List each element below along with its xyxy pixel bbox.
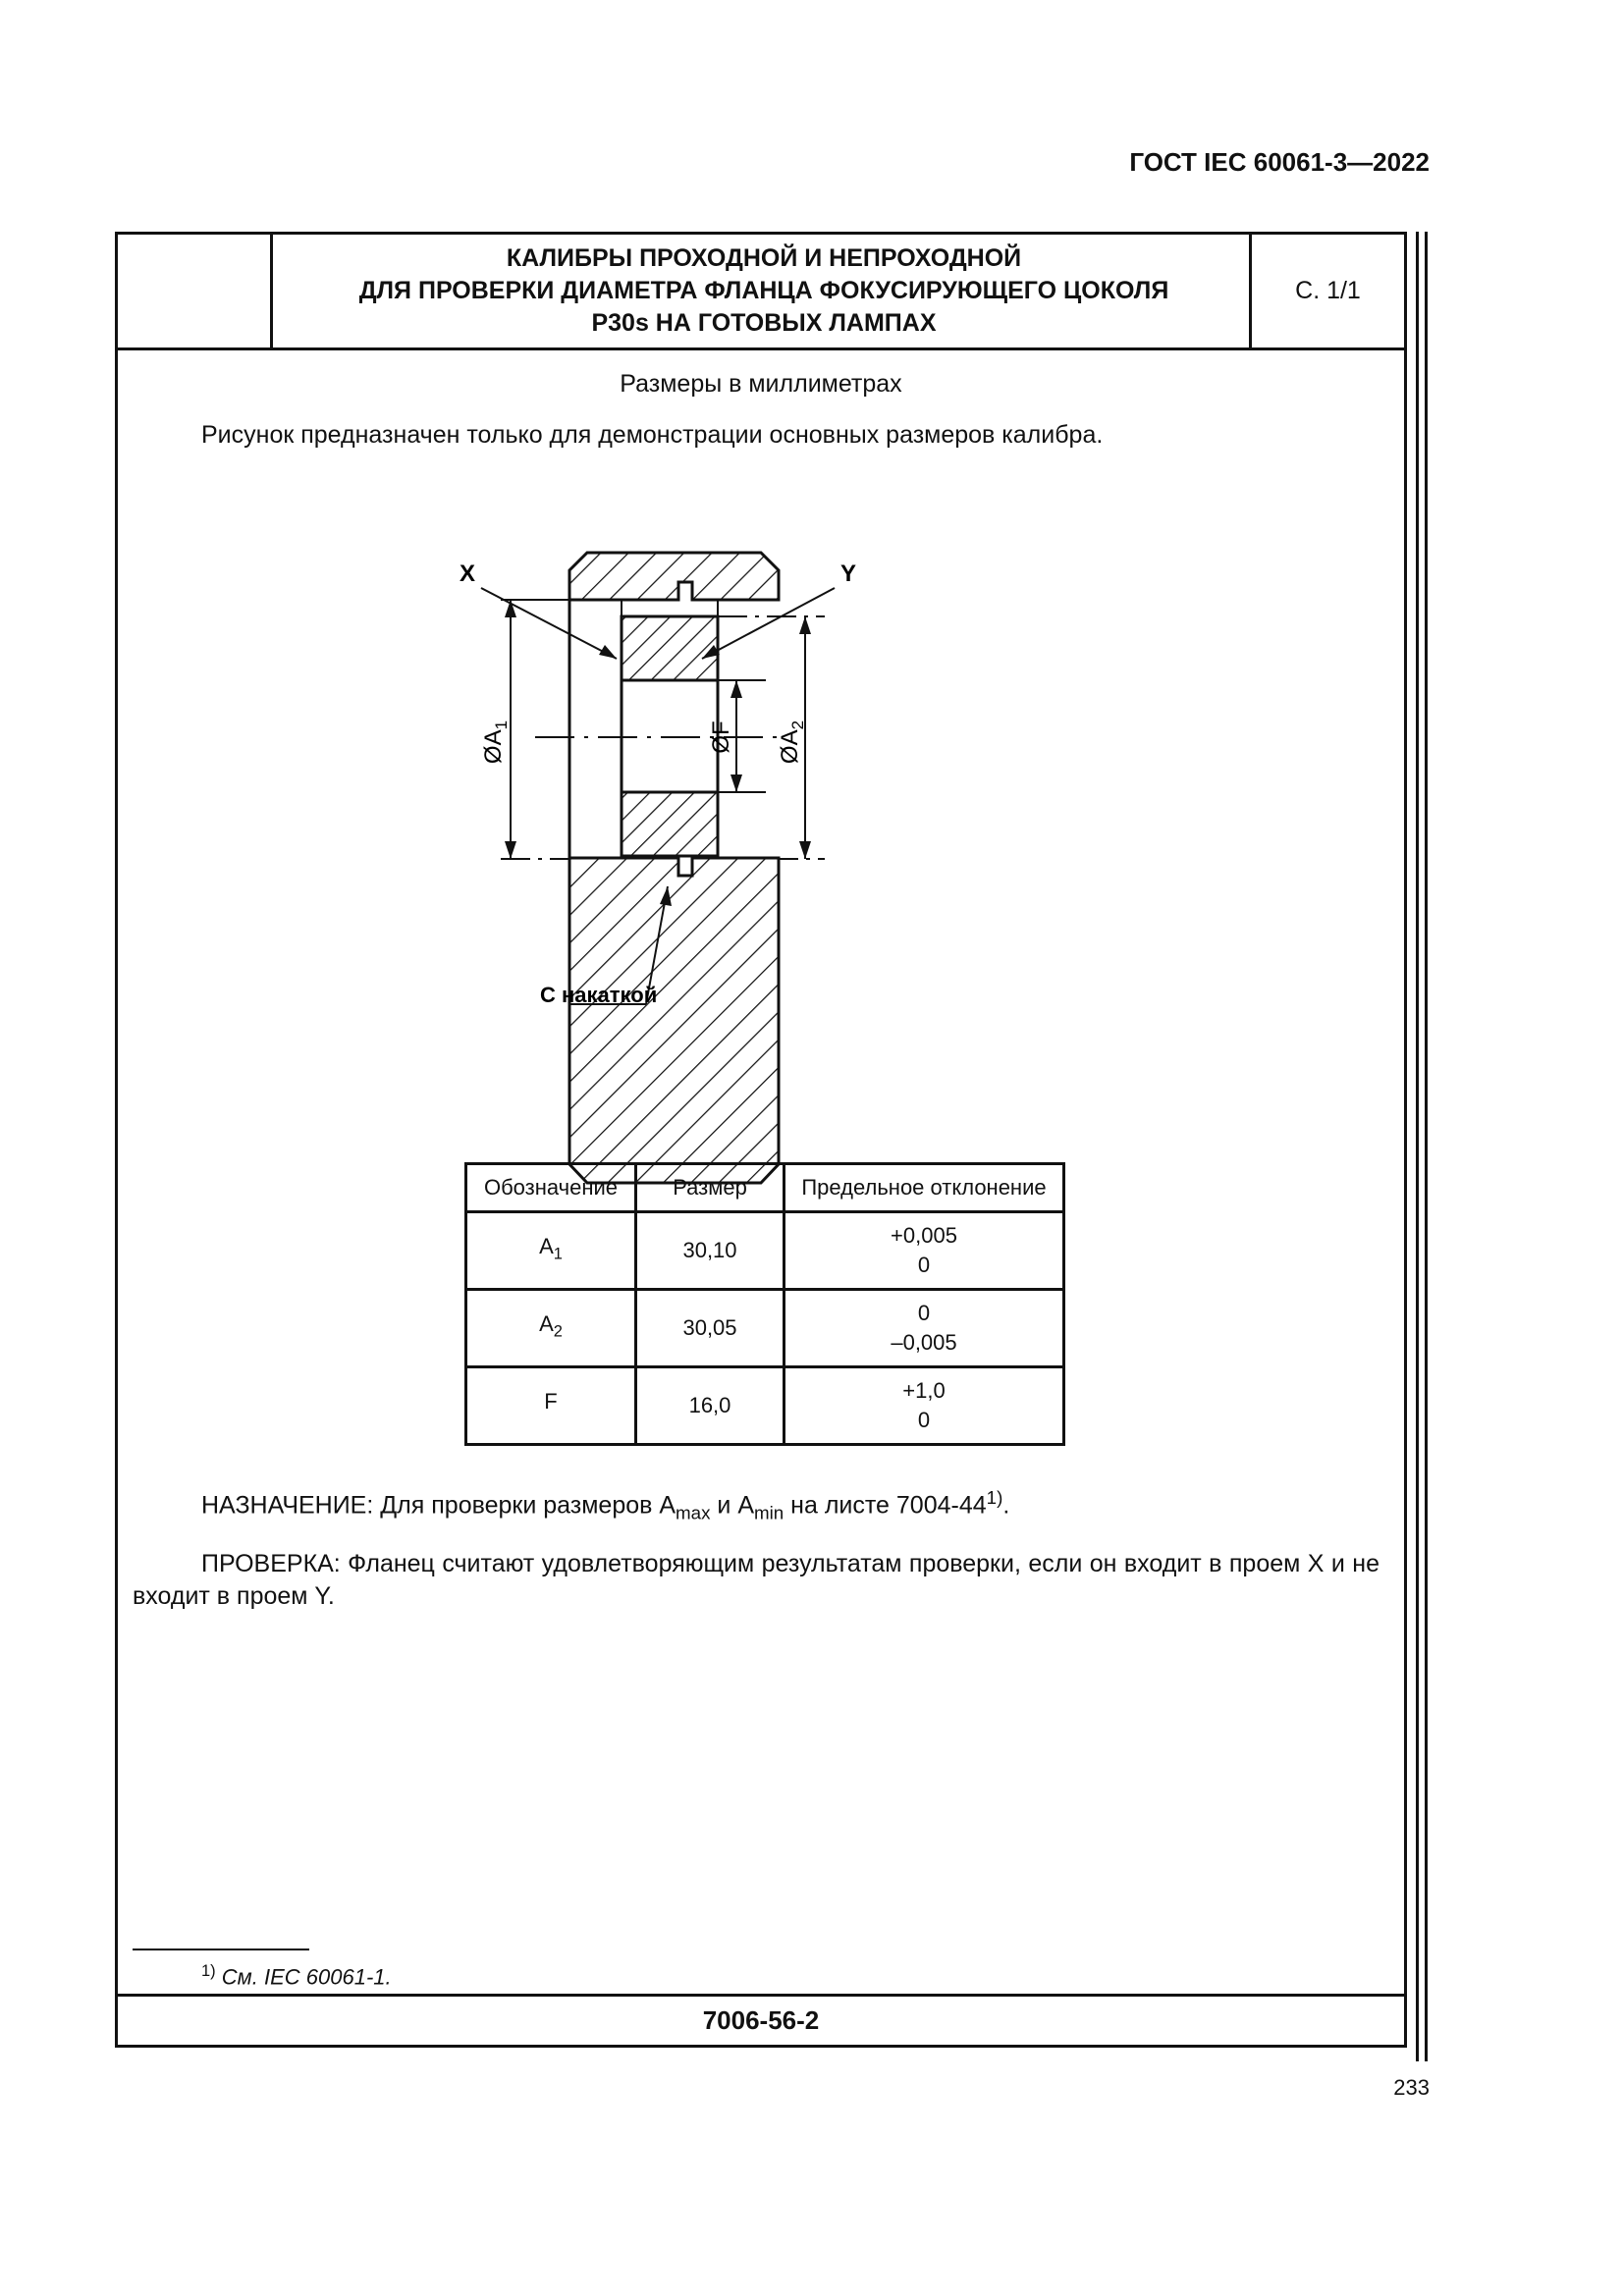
- footnote-rule: [133, 1949, 309, 1950]
- title-line: P30s НА ГОТОВЫХ ЛАМПАХ: [591, 309, 937, 337]
- label-a2: $ØA_2$: [777, 720, 807, 765]
- table-header-row: [466, 1164, 1064, 1212]
- size-cell: 30,10: [636, 1212, 784, 1290]
- title-line: КАЛИБРЫ ПРОХОДНОЙ И НЕПРОХОДНОЙ: [506, 244, 1022, 272]
- title-line: ДЛЯ ПРОВЕРКИ ДИАМЕТРА ФЛАНЦА ФОКУСИРУЮЩЕГО ЦОКОЛЯ: [358, 277, 1169, 304]
- frame-double-line: [1425, 232, 1428, 2061]
- label-f: ØF: [708, 721, 734, 754]
- symbol-cell: $A_2$: [466, 1290, 636, 1367]
- column-header: Предельное отклонение: [784, 1164, 1064, 1212]
- symbol-cell: $A_1$: [466, 1212, 636, 1290]
- sheet-number: 7006-56-2: [118, 1994, 1404, 2045]
- column-header: Обозначение: [466, 1164, 636, 1212]
- sheet-header: [118, 235, 1404, 350]
- label-x: X: [460, 561, 476, 587]
- units-note: Размеры в миллиметрах: [620, 370, 902, 398]
- figure-note: Рисунок предназначен только для демонстрации основных размеров калибра.: [201, 421, 1104, 449]
- column-header: Размер: [636, 1164, 784, 1212]
- label-y: Y: [840, 561, 857, 587]
- deviation-cell: 0 –0,005: [784, 1290, 1064, 1367]
- table-row: [466, 1290, 1064, 1367]
- sheet-frame: [115, 232, 1407, 2048]
- frame-double-line: [1416, 232, 1419, 2061]
- page-number: 233: [1393, 2075, 1430, 2100]
- sheet-count: С. 1/1: [1249, 235, 1404, 347]
- table-row: [466, 1212, 1064, 1290]
- symbol-cell: F: [466, 1367, 636, 1445]
- header-left-cell: [118, 235, 273, 347]
- label-knurl: С накаткой: [540, 983, 658, 1007]
- size-cell: 16,0: [636, 1367, 784, 1445]
- footnote: $^{1)}$ См. IEC 60061-1.: [201, 1962, 392, 1990]
- sheet-title: [273, 235, 1255, 347]
- standard-code: ГОСТ IEC 60061-3—2022: [1129, 147, 1430, 177]
- size-cell: 30,05: [636, 1290, 784, 1367]
- purpose-paragraph: НАЗНАЧЕНИЕ: Для проверки размеров $A_{max}$ и $A_{min}$ на листе 7004-44$^{1)}$.: [201, 1487, 1010, 1523]
- deviation-cell: +1,0 0: [784, 1367, 1064, 1445]
- table-row: [466, 1367, 1064, 1445]
- deviation-cell: +0,005 0: [784, 1212, 1064, 1290]
- label-a1: $ØA_1$: [480, 720, 511, 765]
- dimensions-table: [464, 1162, 1065, 1446]
- check-paragraph: ПРОВЕРКА: Фланец считают удовлетворяющим результатам проверки, если он входит в проем X и не входит в проем Y.: [133, 1550, 1380, 1610]
- gauge-body: [569, 553, 779, 1183]
